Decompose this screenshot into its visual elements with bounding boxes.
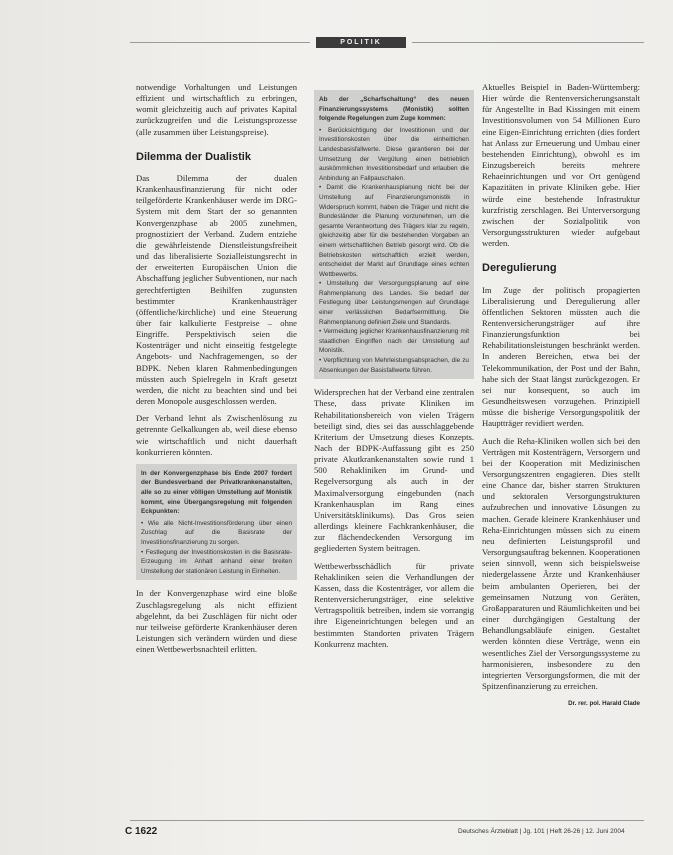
col2-paragraph-2: Wettbewerbsschädlich für private Rehakliniken seien die Verhandlungen der Kassen, dass die Kostenträger, vor allem die Rentenversicherungsträger, eine selektive Vertragspolitik betreiben, indem sie vorrangig ihre Eigeneinrichtungen belegen und an bestimmten Standorten privaten Trägern Konkurrenz machten.: [314, 560, 474, 649]
info-box-convergence: [136, 464, 297, 581]
col1-paragraph-4: In der Konvergenzphase wird eine bloße Zuschlagsregelung als nicht effizient abgelehnt, da bei Zuschlägen für nicht oder nur teilweise geförderte Krankenhäuser deren Leistungen sich verändern würden und diese einen Wettbewerbsnachteil erlitten.: [136, 588, 297, 655]
info-box-item: • Umstellung der Versorgungsplanung auf eine Rahmenplanung des Landes. Sie bedarf der Festlegung über Leistungsmengen auf Grundlage einer verlässlichen Bedarfsermittlung. Die Rahmenplanung definiert Ziele und Standards.: [319, 280, 469, 326]
info-box-item: • Verpflichtung von Mehrleistungsabsprachen, die zu Absenkungen der Basisfallwerte führen.: [319, 357, 469, 374]
header-rule-right: [412, 42, 644, 43]
info-box-item: • Wie alle Nicht-Investitionsförderung über einen Zuschlag auf die Basisrate der Investitionsfinanzierung zu sorgen.: [141, 519, 292, 546]
heading-deregulierung: Deregulierung: [482, 262, 557, 275]
page-number: C 1622: [125, 826, 158, 837]
col1-paragraph-1: notwendige Vorhaltungen und Leistungen effizient und wirtschaftlich zu erbringen, womit gleichzeitig auch auf privates Kapital zurückzugreifen und die Leistungsprozesse (alle zusammen über Leistungspreise).: [136, 82, 297, 137]
col3-paragraph-1: Aktuelles Beispiel in Baden-Württemberg: Hier würde die Rentenversicherungsanstalt für Angestellte in Bad Kissingen mit einem Investitionsvolumen von 54 Millionen Euro eine Eigen-Einrichtung errichten (dies fordert hat Anlass zur Erneuerung und Umbau einer bestehenden Einrichtung), obwohl es im Einzugsbereich bereits mehrere Rehaeinrichtungen und vor Ort genügend Kapazitäten in private Kliniken gebe. Hier würde eine bestehende Infrastruktur kurzfristig zerschlagen. Bei Unterversorgung zwischen der Sozialpolitik von Versorgungsstrukturen wieder aufgebaut werden.: [482, 82, 640, 249]
footer-rule: [130, 820, 644, 821]
info-box-monistik: [314, 90, 474, 379]
info-box-item: • Damit die Krankenhausplanung nicht bei der Umstellung auf Finanzierungsmonistik in Widerspruch kommt, haben die Träger und nicht die Bundesländer die Planung vorzunehmen, um die gesamte Verantwortung des Trägers klar zu regeln, gleichzeitig aber für die bestehenden Vorgaben an einem wirtschaftlichen Betrieb gesorgt wird. Ob die Betriebskosten wirtschaftlich erzielt werden, entscheidet der Markt auf Grundlage eines echten Wettbewerbs.: [319, 184, 469, 278]
info-box-item: • Berücksichtigung der Investitionen und der Investitionskosten über die einheitlichen Landesbasisfallwerte. Diese garantieren bei der Umsetzung der Vergütung einen betrieblich auskömmlichen Investitionsbedarf und erlauben die Anbindung an Fallpauschalen.: [319, 126, 469, 182]
info-box-lead: Ab der „Scharfschaltung“ des neuen Finanzierungssystems (Monistik) sollten folgende Regelungen zum Zuge kommen:: [319, 96, 469, 123]
section-label: POLITIK: [316, 37, 406, 48]
col2-paragraph-1: Widersprechen hat der Verband eine zentralen These, dass private Kliniken im Rehabilitationsbereich von vielen Trägern beteiligt sind, dies sei das ausschlaggebende Kriterium der Umsetzung dieses Konzepts. Nach der BDPK-Auffassung gibt es 250 private Akutkrankenanstalten sowie rund 1 500 Rehakliniken im Grund- und Regelversorgung als auch in der Maximalversorgung eingebunden (nach Krankenhausplan im Rang eines Universitätsklinikums). Das Gros seien allerdings kleinere Fachkrankenhäuser, die zur flächendeckenden Versorgung im gegliederten System beitragen.: [314, 387, 474, 554]
column-2: [314, 90, 474, 656]
info-box-item: • Festlegung der Investitionskosten in die Basisrate-Erzeugung im Anhalt anhand einer breiten Umstellung der stationären Leistung in Einheiten.: [141, 548, 292, 575]
col1-paragraph-3: Der Verband lehnt als Zwischenlösung zu getrennte Gelkalkungen ab, weil diese ebenso wie wirtschaftlich und nicht dauerhaft konkurrieren könnten.: [136, 413, 297, 457]
header-rule-left: [130, 42, 310, 43]
col1-paragraph-2: Das Dilemma der dualen Krankenhausfinanzierung für nicht oder teilgeförderte Krankenhäuser werde im DRG-System mit dem Start der so genannten Konvergenzphase ab 2005 zunehmen, prognostiziert der Verband. Zudem entziehe die gewährleistende Dienstleistungsfreiheit und das liberalisierte Sozialleistungsrecht in der erweiterten Europäischen Union die Abschaffung jeglicher Subventionen, nur nach gerechtfertigten Beihilfen zugunsten bestimmter Krankenhausträger (öffentliche/kirchliche) und eine Steuerung über fair kalkulierte Festpreise – ohne Eingriffe. Perspektivisch seien die Kostenträger und nicht einseitig festgelegte Angebots- und Nachfragemengen, so der BDPK. Neben klaren Rahmenbedingungen müssten auch Spielregeln in Kraft gesetzt werden, die nicht zu beachten sind und bei deren Monopole ausgeschlossen werden.: [136, 172, 297, 407]
col3-paragraph-3: Auch die Reha-Kliniken wollen sich bei den Verträgen mit Kostenträgern, Versorgern und bei der Kooperation mit Medizinischen Versorgungszentren engagieren. Dies stellt eine Chance dar, bisher starren Strukturen und sektoralen Versorgungstrukturen aufzubrechen und innovative Lösungen zu machen. Gerade kleinere Krankenhäuser und Reha-Einrichtungen müssen sich zu einem neu definierten Leistungsprofil und Versorgungsauftrag bekennen. Kooperationen seien sinnvoll, wenn sich beispielsweise niedergelassene Ärzte und Krankenhäuser beim ambulanten Operieren, bei der gemeinsamen Nutzung von Geräten, Großapparaturen und Räumlichkeiten und bei einer durchgängigen Gestaltung der Behandlungsabläufe einigen. Gestaltet werden könnten diese Verträge, wenn ein wesentliches Ziel der Versorgungssysteme zu harmonisieren, insbesondere zu den integrierten Versorgungsformen, die mit der Spitzenfinanzierung zu erreichen.: [482, 435, 640, 691]
journal-citation: Deutsches Ärzteblatt | Jg. 101 | Heft 26-26 | 12. Juni 2004: [458, 828, 625, 835]
heading-dilemma: Dilemma der Dualistik: [136, 150, 251, 163]
col3-paragraph-2: Im Zuge der politisch propagierten Liberalisierung und Deregulierung aller öffentlichen Sektoren müssten auch die Rentenversicherungsträger auf ihre Finanzierungsfunktion bei Rehabilitationsleistungen beschränkt werden. In anderen Bereichen, etwa bei der Telekommunikation, der Post und der Bahn, habe sich der Staat längst zurückgezogen. Er sei nur konsequent, so auch im Gesundheitswesen vorzugehen. Prinzipiell müsse die bisherige Versorgungspolitik der Hauptträger revidiert werden.: [482, 284, 640, 429]
column-1: [136, 82, 297, 661]
info-box-item: • Vermeidung jeglicher Krankenhausfinanzierung mit staatlichen Eingriffen nach der Umstellung auf Monistik.: [319, 328, 469, 355]
column-3: [482, 82, 640, 709]
info-box-lead: In der Konvergenzphase bis Ende 2007 fordert der Bundesverband der Privatkrankenanstalten, alle so zu einer völligen Umstellung auf Monistik kommt, eine Übergangsregelung mit folgenden Eckpunkten:: [141, 469, 292, 516]
author-signature: Dr. rer. pol. Harald Clade: [568, 700, 640, 708]
